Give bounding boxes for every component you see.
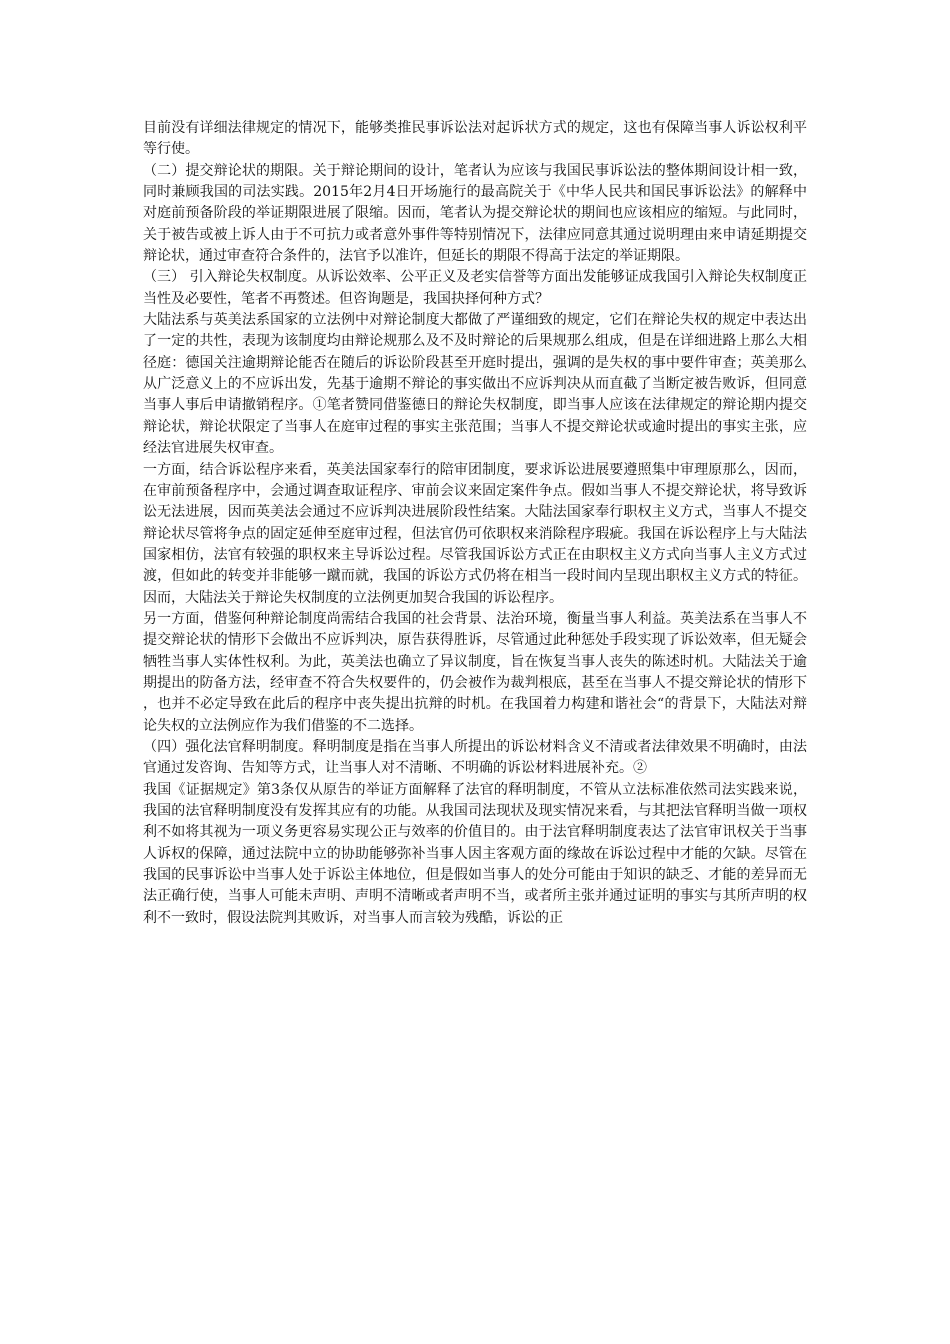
document-page (143, 118, 807, 929)
paragraph-section-4-clarification: （四）强化法官释明制度。释明制度是指在当事人所提出的诉讼材料含义不清或者法律效果不明确时，由法官通过发咨询、告知等方式，让当事人对不清晰、不明确的诉讼材料进展补充。② (143, 738, 807, 777)
paragraph-comparative-law: 大陆法系与英美法系国家的立法例中对辩论制度大都做了严谨细致的规定，它们在辩论失权的规定中表达出了一定的共性，表现为该制度均由辩论规那么及不及时辩论的后果规那么组成，但是在详细进路上那么大相径庭：德国关注逾期辩论能否在随后的诉讼阶段甚至开庭时提出，强调的是失权的事中要件审查；英美那么从广泛意义上的不应诉出发，先基于逾期不辩论的事实做出不应诉判决从而直截了当断定被告败诉，但同意当事人事后申请撤销程序。①笔者赞同借鉴德日的辩论失权制度，即当事人应该在法律规定的辩论期内提交辩论状，辩论状限定了当事人在庭审过程的事实主张范围；当事人不提交辩论状或逾时提出的事实主张，应经法官进展失权审查。 (143, 312, 807, 457)
paragraph-evidence-rules: 我国《证据规定》第3条仅从原告的举证方面解释了法官的释明制度，不管从立法标准依然司法实践来说，我国的法官释明制度没有发挥其应有的功能。从我国司法现状及现实情况来看，与其把法官释明当做一项权利不如将其视为一项义务更容易实现公正与效率的价值目的。由于法官释明制度表达了法官审讯权关于当事人诉权的保障，通过法院中立的协助能够弥补当事人因主客观方面的缘故在诉讼过程中才能的欠缺。尽管在我国的民事诉讼中当事人处于诉讼主体地位，但是假如当事人的处分可能由于知识的缺乏、才能的差异而无法正确行使，当事人可能未声明、声明不清晰或者声明不当，或者所主张并通过证明的事实与其所声明的权利不一致时，假设法院判其败诉，对当事人而言较为残酷，诉讼的正 (143, 781, 807, 926)
paragraph-section-3-preclusion: （三） 引入辩论失权制度。从诉讼效率、公平正义及老实信誉等方面出发能够证成我国引入辩论失权制度正当性及必要性，笔者不再赘述。但咨询题是，我国抉择何种方式？ (143, 269, 807, 307)
paragraph-continuation: 目前没有详细法律规定的情况下，能够类推民事诉讼法对起诉状方式的规定，这也有保障当事人诉讼权利平等行使。 (143, 120, 807, 158)
paragraph-social-aspect: 另一方面，借鉴何种辩论制度尚需结合我国的社会背景、法治环境，衡量当事人利益。英美法系在当事人不提交辩论状的情形下会做出不应诉判决，原告获得胜诉，尽管通过此种惩处手段实现了诉讼效率，但无疑会牺牲当事人实体性权利。为此，英美法也确立了异议制度，旨在恢复当事人丧失的陈述时机。大陆法关于逾期提出的防备方法，经审查不符合失权要件的，仍会被作为裁判根底，甚至在当事人不提交辩论状的情形下，也并不必定导致在此后的程序中丧失提出抗辩的时机。在我国着力构建和谐社会“的背景下，大陆法对辩论失权的立法例应作为我们借鉴的不二选择。 (143, 610, 807, 734)
paragraph-section-2-deadline: （二）提交辩论状的期限。关于辩论期间的设计，笔者认为应该与我国民事诉讼法的整体期间设计相一致，同时兼顾我国的司法实践。2015年2月4日开场施行的最高院关于《中华人民共和国民事诉讼法》的解释中对庭前预备阶段的举证期限进展了限缩。因而，笔者认为提交辩论状的期间也应该相应的缩短。与此同时，关于被告或被上诉人由于不可抗力或者意外事件等特别情况下，法律应同意其通过说明理由来申请延期提交辩论状，通过审查符合条件的，法官予以准许，但延长的期限不得高于法定的举证期限。 (143, 162, 807, 265)
paragraph-procedure-aspect: 一方面，结合诉讼程序来看，英美法国家奉行的陪审团制度，要求诉讼进展要遵照集中审理原那么，因而，在审前预备程序中，会通过调查取证程序、审前会议来固定案件争点。假如当事人不提交辩论状，将导致诉讼无法进展，因而英美法会通过不应诉判决进展阶段性结案。大陆法国家奉行职权主义方式，当事人不提交辩论状尽管将争点的固定延伸至庭审过程，但法官仍可依职权来消除程序瑕疵。我国在诉讼程序上与大陆法国家相仿，法官有较强的职权来主导诉讼过程。尽管我国诉讼方式正在由职权主义方式向当事人主义方式过渡，但如此的转变并非能够一蹴而就，我国的诉讼方式仍将在相当一段时间内呈现出职权主义方式的特征。因而，大陆法关于辩论失权制度的立法例更加契合我国的诉讼程序。 (143, 461, 807, 606)
